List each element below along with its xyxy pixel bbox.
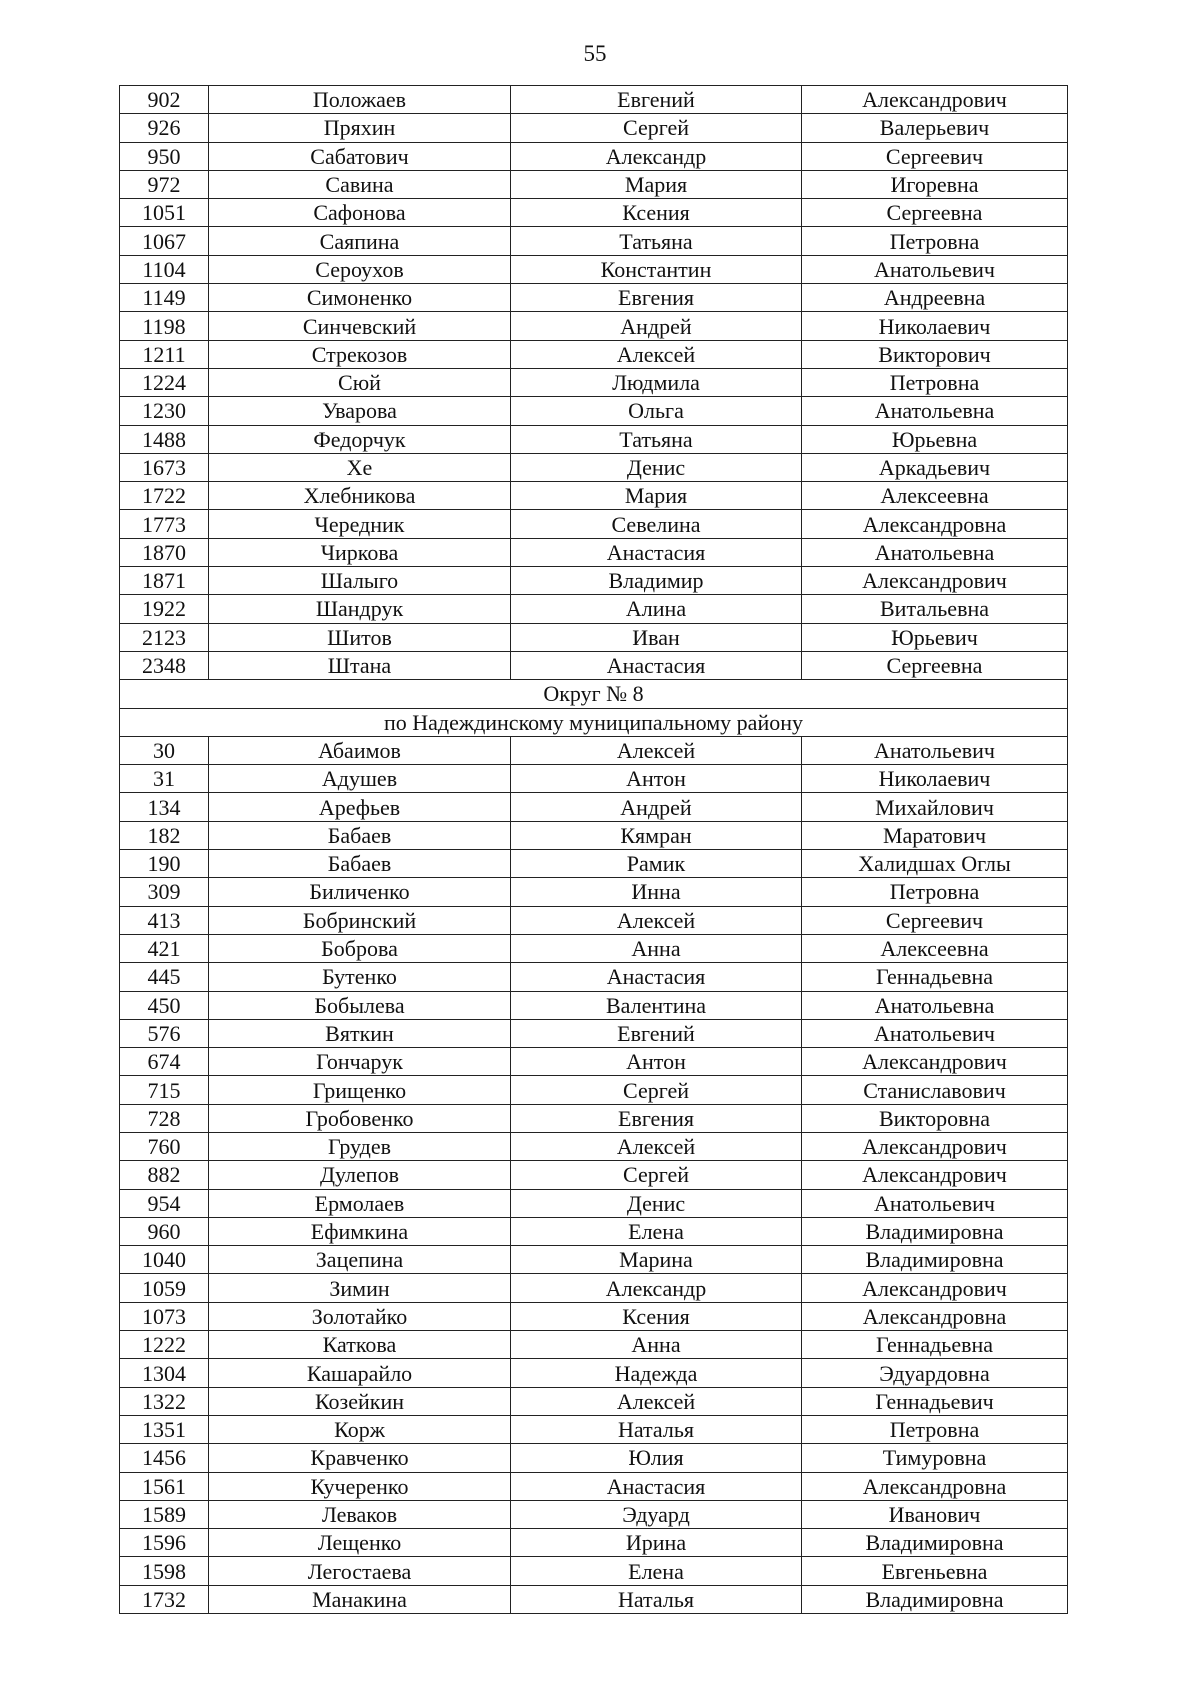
patronymic-cell: Юрьевна	[802, 425, 1068, 453]
section-heading-row	[120, 680, 1068, 708]
last-name-cell: Вяткин	[209, 1019, 511, 1047]
first-name-cell: Сергей	[511, 1076, 802, 1104]
registration-number-cell: 1059	[120, 1274, 209, 1302]
last-name-cell: Бобылева	[209, 991, 511, 1019]
patronymic-cell: Николаевич	[802, 765, 1068, 793]
table-row	[120, 1415, 1068, 1443]
last-name-cell: Федорчук	[209, 425, 511, 453]
table-row	[120, 284, 1068, 312]
table-row	[120, 1132, 1068, 1160]
first-name-cell: Евгений	[511, 86, 802, 114]
patronymic-cell: Валерьевич	[802, 114, 1068, 142]
patronymic-cell: Анатольевич	[802, 736, 1068, 764]
table-row	[120, 1246, 1068, 1274]
table-row	[120, 538, 1068, 566]
last-name-cell: Хе	[209, 453, 511, 481]
registration-number-cell: 1224	[120, 368, 209, 396]
first-name-cell: Ольга	[511, 397, 802, 425]
first-name-cell: Наталья	[511, 1585, 802, 1613]
last-name-cell: Кашарайло	[209, 1359, 511, 1387]
last-name-cell: Сафонова	[209, 199, 511, 227]
table-row	[120, 1189, 1068, 1217]
first-name-cell: Алексей	[511, 1387, 802, 1415]
patronymic-cell: Александрович	[802, 567, 1068, 595]
first-name-cell: Юлия	[511, 1444, 802, 1472]
last-name-cell: Кучеренко	[209, 1472, 511, 1500]
registration-number-cell: 1073	[120, 1302, 209, 1330]
last-name-cell: Лещенко	[209, 1529, 511, 1557]
table-row	[120, 765, 1068, 793]
patronymic-cell: Сергеевна	[802, 199, 1068, 227]
patronymic-cell: Геннадьевна	[802, 1331, 1068, 1359]
registration-number-cell: 421	[120, 934, 209, 962]
patronymic-cell: Анатольевна	[802, 538, 1068, 566]
first-name-cell: Денис	[511, 453, 802, 481]
table-row	[120, 1500, 1068, 1528]
patronymic-cell: Эдуардовна	[802, 1359, 1068, 1387]
last-name-cell: Гончарук	[209, 1048, 511, 1076]
patronymic-cell: Анатольевич	[802, 1019, 1068, 1047]
patronymic-cell: Игоревна	[802, 170, 1068, 198]
registration-number-cell: 190	[120, 850, 209, 878]
last-name-cell: Шандрук	[209, 595, 511, 623]
last-name-cell: Синчевский	[209, 312, 511, 340]
first-name-cell: Евгения	[511, 284, 802, 312]
registration-number-cell: 1673	[120, 453, 209, 481]
last-name-cell: Корж	[209, 1415, 511, 1443]
last-name-cell: Абаимов	[209, 736, 511, 764]
patronymic-cell: Станиславович	[802, 1076, 1068, 1104]
last-name-cell: Шитов	[209, 623, 511, 651]
first-name-cell: Елена	[511, 1217, 802, 1245]
last-name-cell: Козейкин	[209, 1387, 511, 1415]
registration-number-cell: 760	[120, 1132, 209, 1160]
roster-table	[119, 85, 1068, 1614]
first-name-cell: Ксения	[511, 199, 802, 227]
first-name-cell: Алексей	[511, 1132, 802, 1160]
first-name-cell: Сергей	[511, 1161, 802, 1189]
registration-number-cell: 902	[120, 86, 209, 114]
first-name-cell: Татьяна	[511, 227, 802, 255]
table-row	[120, 227, 1068, 255]
table-row	[120, 142, 1068, 170]
first-name-cell: Владимир	[511, 567, 802, 595]
last-name-cell: Бутенко	[209, 963, 511, 991]
registration-number-cell: 1922	[120, 595, 209, 623]
patronymic-cell: Александрович	[802, 1132, 1068, 1160]
first-name-cell: Анастасия	[511, 651, 802, 679]
table-row	[120, 1217, 1068, 1245]
table-row	[120, 651, 1068, 679]
last-name-cell: Положаев	[209, 86, 511, 114]
first-name-cell: Константин	[511, 255, 802, 283]
patronymic-cell: Николаевич	[802, 312, 1068, 340]
table-row	[120, 1076, 1068, 1104]
patronymic-cell: Александровна	[802, 1472, 1068, 1500]
first-name-cell: Денис	[511, 1189, 802, 1217]
registration-number-cell: 1773	[120, 510, 209, 538]
first-name-cell: Антон	[511, 1048, 802, 1076]
first-name-cell: Севелина	[511, 510, 802, 538]
registration-number-cell: 1104	[120, 255, 209, 283]
registration-number-cell: 182	[120, 821, 209, 849]
registration-number-cell: 728	[120, 1104, 209, 1132]
registration-number-cell: 30	[120, 736, 209, 764]
first-name-cell: Ксения	[511, 1302, 802, 1330]
registration-number-cell: 1596	[120, 1529, 209, 1557]
registration-number-cell: 445	[120, 963, 209, 991]
last-name-cell: Кравченко	[209, 1444, 511, 1472]
first-name-cell: Анастасия	[511, 1472, 802, 1500]
registration-number-cell: 950	[120, 142, 209, 170]
patronymic-cell: Маратович	[802, 821, 1068, 849]
first-name-cell: Андрей	[511, 793, 802, 821]
registration-number-cell: 1351	[120, 1415, 209, 1443]
first-name-cell: Евгений	[511, 1019, 802, 1047]
patronymic-cell: Петровна	[802, 368, 1068, 396]
table-row	[120, 340, 1068, 368]
registration-number-cell: 882	[120, 1161, 209, 1189]
table-row	[120, 1387, 1068, 1415]
patronymic-cell: Викторовна	[802, 1104, 1068, 1132]
patronymic-cell: Тимуровна	[802, 1444, 1068, 1472]
table-row	[120, 934, 1068, 962]
registration-number-cell: 1211	[120, 340, 209, 368]
table-row	[120, 1104, 1068, 1132]
first-name-cell: Кямран	[511, 821, 802, 849]
table-row	[120, 368, 1068, 396]
registration-number-cell: 1598	[120, 1557, 209, 1585]
first-name-cell: Сергей	[511, 114, 802, 142]
patronymic-cell: Анатольевна	[802, 991, 1068, 1019]
patronymic-cell: Витальевна	[802, 595, 1068, 623]
table-row	[120, 86, 1068, 114]
first-name-cell: Мария	[511, 482, 802, 510]
registration-number-cell: 1051	[120, 199, 209, 227]
table-row	[120, 1048, 1068, 1076]
registration-number-cell: 2348	[120, 651, 209, 679]
last-name-cell: Арефьев	[209, 793, 511, 821]
last-name-cell: Бабаев	[209, 821, 511, 849]
first-name-cell: Валентина	[511, 991, 802, 1019]
table-row	[120, 425, 1068, 453]
first-name-cell: Алексей	[511, 736, 802, 764]
last-name-cell: Ермолаев	[209, 1189, 511, 1217]
roster-body	[120, 86, 1068, 1614]
patronymic-cell: Александрович	[802, 1274, 1068, 1302]
last-name-cell: Легостаева	[209, 1557, 511, 1585]
last-name-cell: Биличенко	[209, 878, 511, 906]
patronymic-cell: Александрович	[802, 1161, 1068, 1189]
patronymic-cell: Владимировна	[802, 1529, 1068, 1557]
registration-number-cell: 1871	[120, 567, 209, 595]
first-name-cell: Эдуард	[511, 1500, 802, 1528]
registration-number-cell: 954	[120, 1189, 209, 1217]
last-name-cell: Зимин	[209, 1274, 511, 1302]
patronymic-cell: Петровна	[802, 878, 1068, 906]
first-name-cell: Анастасия	[511, 538, 802, 566]
patronymic-cell: Владимировна	[802, 1585, 1068, 1613]
registration-number-cell: 1561	[120, 1472, 209, 1500]
first-name-cell: Анна	[511, 1331, 802, 1359]
patronymic-cell: Александровна	[802, 1302, 1068, 1330]
patronymic-cell: Михайлович	[802, 793, 1068, 821]
patronymic-cell: Евгеньевна	[802, 1557, 1068, 1585]
last-name-cell: Уварова	[209, 397, 511, 425]
last-name-cell: Дулепов	[209, 1161, 511, 1189]
table-row	[120, 736, 1068, 764]
registration-number-cell: 1322	[120, 1387, 209, 1415]
last-name-cell: Симоненко	[209, 284, 511, 312]
patronymic-cell: Алексеевна	[802, 482, 1068, 510]
table-row	[120, 1274, 1068, 1302]
district-title: Округ № 8	[120, 680, 1068, 708]
first-name-cell: Алексей	[511, 340, 802, 368]
patronymic-cell: Петровна	[802, 227, 1068, 255]
table-row	[120, 991, 1068, 1019]
patronymic-cell: Андреевна	[802, 284, 1068, 312]
table-row	[120, 1331, 1068, 1359]
patronymic-cell: Алексеевна	[802, 934, 1068, 962]
registration-number-cell: 1589	[120, 1500, 209, 1528]
patronymic-cell: Александровна	[802, 510, 1068, 538]
last-name-cell: Грудев	[209, 1132, 511, 1160]
registration-number-cell: 576	[120, 1019, 209, 1047]
last-name-cell: Золотайко	[209, 1302, 511, 1330]
registration-number-cell: 1488	[120, 425, 209, 453]
table-row	[120, 482, 1068, 510]
patronymic-cell: Анатольевна	[802, 397, 1068, 425]
table-row	[120, 1585, 1068, 1613]
patronymic-cell: Юрьевич	[802, 623, 1068, 651]
patronymic-cell: Анатольевич	[802, 1189, 1068, 1217]
table-row	[120, 510, 1068, 538]
patronymic-cell: Сергеевич	[802, 142, 1068, 170]
last-name-cell: Бобринский	[209, 906, 511, 934]
last-name-cell: Манакина	[209, 1585, 511, 1613]
table-row	[120, 1529, 1068, 1557]
table-row	[120, 906, 1068, 934]
registration-number-cell: 31	[120, 765, 209, 793]
last-name-cell: Адушев	[209, 765, 511, 793]
patronymic-cell: Викторович	[802, 340, 1068, 368]
registration-number-cell: 134	[120, 793, 209, 821]
last-name-cell: Савина	[209, 170, 511, 198]
district-subtitle: по Надеждинскому муниципальному району	[120, 708, 1068, 736]
registration-number-cell: 715	[120, 1076, 209, 1104]
page-number: 55	[583, 41, 607, 66]
last-name-cell: Каткова	[209, 1331, 511, 1359]
patronymic-cell: Владимировна	[802, 1246, 1068, 1274]
first-name-cell: Алексей	[511, 906, 802, 934]
table-row	[120, 199, 1068, 227]
first-name-cell: Александр	[511, 1274, 802, 1302]
table-row	[120, 595, 1068, 623]
last-name-cell: Хлебникова	[209, 482, 511, 510]
table-row	[120, 453, 1068, 481]
first-name-cell: Анна	[511, 934, 802, 962]
registration-number-cell: 1870	[120, 538, 209, 566]
first-name-cell: Андрей	[511, 312, 802, 340]
table-row	[120, 1472, 1068, 1500]
table-row	[120, 312, 1068, 340]
last-name-cell: Чиркова	[209, 538, 511, 566]
table-row	[120, 623, 1068, 651]
registration-number-cell: 1722	[120, 482, 209, 510]
table-row	[120, 114, 1068, 142]
patronymic-cell: Владимировна	[802, 1217, 1068, 1245]
registration-number-cell: 1304	[120, 1359, 209, 1387]
table-row	[120, 850, 1068, 878]
last-name-cell: Боброва	[209, 934, 511, 962]
last-name-cell: Сюй	[209, 368, 511, 396]
patronymic-cell: Геннадьевич	[802, 1387, 1068, 1415]
table-row	[120, 567, 1068, 595]
patronymic-cell: Халидшах Оглы	[802, 850, 1068, 878]
last-name-cell: Грищенко	[209, 1076, 511, 1104]
registration-number-cell: 1230	[120, 397, 209, 425]
patronymic-cell: Сергеевич	[802, 906, 1068, 934]
registration-number-cell: 450	[120, 991, 209, 1019]
table-row	[120, 1444, 1068, 1472]
first-name-cell: Людмила	[511, 368, 802, 396]
first-name-cell: Надежда	[511, 1359, 802, 1387]
first-name-cell: Рамик	[511, 850, 802, 878]
registration-number-cell: 972	[120, 170, 209, 198]
patronymic-cell: Александрович	[802, 86, 1068, 114]
registration-number-cell: 2123	[120, 623, 209, 651]
last-name-cell: Бабаев	[209, 850, 511, 878]
first-name-cell: Александр	[511, 142, 802, 170]
table-row	[120, 963, 1068, 991]
registration-number-cell: 960	[120, 1217, 209, 1245]
section-heading-row	[120, 708, 1068, 736]
last-name-cell: Ефимкина	[209, 1217, 511, 1245]
registration-number-cell: 1149	[120, 284, 209, 312]
table-row	[120, 793, 1068, 821]
registration-number-cell: 1732	[120, 1585, 209, 1613]
first-name-cell: Антон	[511, 765, 802, 793]
registration-number-cell: 1456	[120, 1444, 209, 1472]
registration-number-cell: 1198	[120, 312, 209, 340]
patronymic-cell: Петровна	[802, 1415, 1068, 1443]
table-row	[120, 1161, 1068, 1189]
last-name-cell: Стрекозов	[209, 340, 511, 368]
registration-number-cell: 309	[120, 878, 209, 906]
patronymic-cell: Александрович	[802, 1048, 1068, 1076]
table-row	[120, 878, 1068, 906]
first-name-cell: Елена	[511, 1557, 802, 1585]
first-name-cell: Наталья	[511, 1415, 802, 1443]
patronymic-cell: Сергеевна	[802, 651, 1068, 679]
first-name-cell: Ирина	[511, 1529, 802, 1557]
patronymic-cell: Аркадьевич	[802, 453, 1068, 481]
registration-number-cell: 926	[120, 114, 209, 142]
table-row	[120, 1302, 1068, 1330]
table-row	[120, 255, 1068, 283]
table-row	[120, 1557, 1068, 1585]
last-name-cell: Леваков	[209, 1500, 511, 1528]
first-name-cell: Евгения	[511, 1104, 802, 1132]
last-name-cell: Зацепина	[209, 1246, 511, 1274]
last-name-cell: Сабатович	[209, 142, 511, 170]
registration-number-cell: 1222	[120, 1331, 209, 1359]
registration-number-cell: 413	[120, 906, 209, 934]
last-name-cell: Саяпина	[209, 227, 511, 255]
table-row	[120, 170, 1068, 198]
patronymic-cell: Иванович	[802, 1500, 1068, 1528]
first-name-cell: Мария	[511, 170, 802, 198]
registration-number-cell: 674	[120, 1048, 209, 1076]
first-name-cell: Татьяна	[511, 425, 802, 453]
table-row	[120, 1359, 1068, 1387]
last-name-cell: Пряхин	[209, 114, 511, 142]
registration-number-cell: 1067	[120, 227, 209, 255]
table-row	[120, 397, 1068, 425]
first-name-cell: Алина	[511, 595, 802, 623]
last-name-cell: Сероухов	[209, 255, 511, 283]
last-name-cell: Штана	[209, 651, 511, 679]
table-row	[120, 821, 1068, 849]
last-name-cell: Чередник	[209, 510, 511, 538]
registration-number-cell: 1040	[120, 1246, 209, 1274]
patronymic-cell: Геннадьевна	[802, 963, 1068, 991]
table-row	[120, 1019, 1068, 1047]
last-name-cell: Гробовенко	[209, 1104, 511, 1132]
first-name-cell: Инна	[511, 878, 802, 906]
last-name-cell: Шалыго	[209, 567, 511, 595]
first-name-cell: Иван	[511, 623, 802, 651]
first-name-cell: Марина	[511, 1246, 802, 1274]
first-name-cell: Анастасия	[511, 963, 802, 991]
patronymic-cell: Анатольевич	[802, 255, 1068, 283]
